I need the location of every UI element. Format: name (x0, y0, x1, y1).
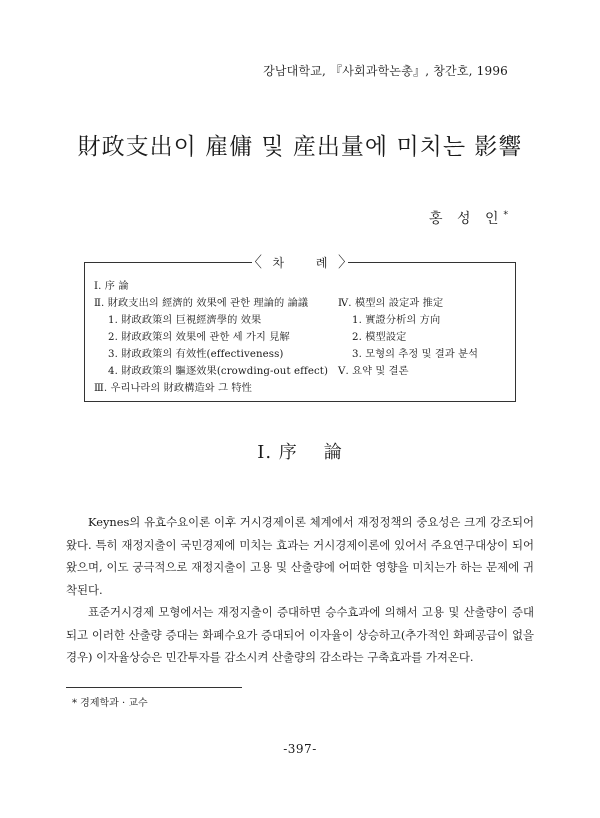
author-footnote-mark: * (503, 210, 508, 221)
paragraph: 표준거시경제 모형에서는 재정지출이 증대하면 승수효과에 의해서 고용 및 산출량이 증대되고 이러한 산출량 증대는 화폐수요가 증대되어 이자율이 상승하고(추가적인 화폐공급이 없을 경우) 이자율상승은 민간투자를 감소시켜 산출량의 감소라는 구축효과를 가져온다. (66, 605, 534, 664)
footnote-rule (66, 687, 242, 688)
toc-heading: 차 례 (272, 256, 342, 270)
toc-entry: Ⅰ. 序 論 (94, 281, 129, 292)
page-number: -397- (283, 742, 317, 756)
toc-entry: 3. 財政政策의 有效性(effectiveness) (108, 349, 284, 360)
toc-border-right (515, 262, 516, 402)
paper-title: 財政支出이 雇傭 및 産出量에 미치는 影響 (77, 134, 523, 160)
table-of-contents (84, 252, 516, 402)
journal-citation: 강남대학교, 『사회과학논총』, 창간호, 1996 (263, 64, 508, 78)
toc-entry: Ⅳ. 模型의 設定과 推定 (338, 298, 444, 309)
toc-entry: 3. 모형의 추정 및 결과 분석 (352, 349, 479, 360)
toc-entry: 2. 模型設定 (352, 332, 407, 343)
author-name: 홍 성 인 (429, 211, 504, 227)
section-heading (0, 438, 600, 464)
toc-entry: 2. 財政政策의 效果에 관한 세 가지 見解 (108, 332, 290, 343)
paragraph: Keynes의 유효수요이론 이후 거시경제이론 체계에서 재정정책의 중요성은 크게 강조되어 왔다. 특히 재정지출이 국민경제에 미치는 효과는 거시경제이론에 있어서 주요연구대상이 되어 왔으며, 이도 궁극적으로 재정지출이 고용 및 산출량에 어떠한 영향을 미치는가 하는 문제에 귀착된다. (66, 515, 534, 597)
section-word: 論 (323, 442, 343, 463)
toc-entry: Ⅲ. 우리나라의 財政構造와 그 特性 (94, 383, 252, 394)
body-text (66, 511, 534, 669)
toc-entry: Ⅴ. 요약 및 결론 (338, 366, 409, 377)
toc-entry: 1. 實證分析의 方向 (352, 315, 441, 326)
toc-border-left (84, 262, 85, 402)
footnote: * 경제학과 · 교수 (72, 698, 148, 709)
toc-entry: Ⅱ. 財政支出의 經濟的 效果에 관한 理論的 論議 (94, 298, 309, 309)
author (429, 208, 508, 228)
section-numeral: Ⅰ. 序 (257, 442, 298, 463)
toc-border-bottom (84, 401, 516, 402)
toc-bracket-right: 〉 (337, 253, 353, 271)
toc-entry: 4. 財政政策의 驅逐效果(crowding-out effect) (108, 366, 329, 377)
toc-bracket-left: 〈 (247, 253, 263, 271)
toc-entry: 1. 財政政策의 巨視經濟學的 效果 (108, 315, 262, 326)
